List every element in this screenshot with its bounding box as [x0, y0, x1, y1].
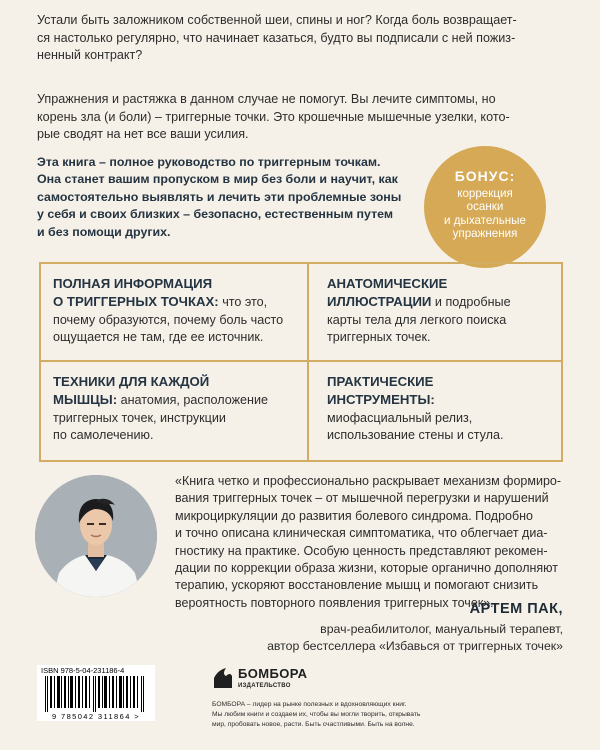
slogan-line: мир, пробовать новое, расти. Быть счастливыми. Быть на волне.: [212, 720, 415, 728]
publisher-logo: [212, 662, 322, 692]
feature-title: О ТРИГГЕРНЫХ ТОЧКАХ:: [53, 294, 219, 310]
text-line: Она станет вашим пропуском в мир без боли и научит, как: [37, 172, 398, 187]
feature-text: ощущается не там, где ее источник.: [53, 330, 264, 345]
text-line: осанки: [466, 200, 504, 214]
bonus-text: [432, 187, 538, 241]
publisher-name: БОМБОРА: [238, 666, 308, 681]
wave-logo-icon: [212, 664, 234, 690]
review-author: АРТЕМ ПАК,: [469, 601, 563, 617]
text-line: и без помощи других.: [37, 224, 171, 239]
text-line: рые сводят на нет все ваши усилия.: [37, 127, 249, 142]
quote-line: гностику на практике. Особую ценность представляют рекомен-: [175, 543, 548, 558]
barcode-bars-icon: [45, 676, 147, 712]
feature-text: миофасциальный релиз,: [327, 410, 473, 425]
intro-paragraph-1: [37, 12, 517, 65]
quote-line: дации по коррекции образа жизни, которые органично дополняют: [175, 561, 558, 576]
feature-text: почему образуются, почему боль часто: [53, 312, 284, 327]
review-author-credit: автор бестселлера «Избавься от триггерных точек»: [267, 639, 563, 653]
feature-text: триггерных точек, инструкции: [53, 410, 226, 425]
barcode: [37, 665, 155, 721]
feature-text: триггерных точек.: [327, 330, 431, 345]
text-line: Упражнения и растяжка в данном случае не помогут. Вы лечите симптомы, но: [37, 92, 496, 106]
review-author-role: врач-реабилитолог, мануальный терапевт,: [320, 622, 563, 636]
feature-techniques: [53, 373, 305, 445]
feature-text: анатомия, расположение: [117, 393, 269, 408]
feature-text: по самолечению.: [53, 428, 154, 443]
quote-line: вания триггерных точек – от мышечной перегрузки и нарушений: [175, 491, 549, 506]
feature-title: ТЕХНИКИ ДЛЯ КАЖДОЙ: [53, 374, 210, 389]
feature-title: ИНСТРУМЕНТЫ:: [327, 392, 435, 408]
feature-text: и подробные: [431, 295, 511, 310]
divider: [39, 360, 563, 362]
intro-paragraph-2: [37, 91, 510, 144]
text-line: Эта книга – полное руководство по триггерным точкам.: [37, 155, 381, 169]
feature-title: ПРАКТИЧЕСКИЕ: [327, 374, 434, 389]
divider: [39, 460, 563, 462]
quote-line: микроциркуляции до развития болевого синдрома. Подробно: [175, 508, 534, 523]
feature-text: использование стены и стула.: [327, 428, 504, 443]
text-line: и дыхательные: [444, 213, 526, 227]
quote-line: вероятность повторного появления триггерных точек».: [175, 595, 494, 610]
lead-paragraph: [37, 154, 401, 241]
text-line: у себя и своих близких – безопасно, естественным путем: [37, 207, 394, 222]
text-line: ненный контракт?: [37, 48, 143, 63]
isbn-text: ISBN 978-5-04-231186-4: [41, 666, 125, 675]
feature-text: карты тела для легкого поиска: [327, 312, 507, 327]
feature-illustrations: [327, 275, 557, 347]
feature-text: что это,: [218, 295, 268, 310]
divider: [561, 262, 563, 462]
feature-tools: [327, 373, 557, 445]
publisher-slogan: [212, 700, 452, 729]
quote-line: «Книга четко и профессионально раскрывает механизм формиро-: [175, 474, 562, 488]
features-panel: [39, 262, 563, 462]
bonus-title: БОНУС:: [454, 168, 516, 184]
slogan-line: Мы любим книги и создаем их, чтобы вы могли творить, открывать: [212, 710, 421, 718]
feature-title: ИЛЛЮСТРАЦИИ: [327, 294, 432, 310]
review-quote: [175, 473, 563, 612]
barcode-number: 9 785042 311864 >: [51, 712, 141, 721]
quote-line: терапию, ускоряют восстановление мышц и помогают снизить: [175, 578, 539, 593]
author-photo: [35, 475, 157, 597]
text-line: Устали быть заложником собственной шеи, спины и ног? Когда боль возвращает-: [37, 13, 517, 27]
text-line: упражнения: [452, 227, 518, 241]
feature-full-info: [53, 275, 305, 347]
feature-title: МЫШЦЫ:: [53, 392, 118, 408]
bonus-badge: [424, 146, 546, 268]
text-line: ся настолько регулярно, что начинает казаться, будто вы подписали с ней пожиз-: [37, 30, 516, 45]
divider: [39, 262, 41, 462]
person-illustration: [35, 475, 157, 597]
divider: [307, 262, 309, 462]
text-line: самостоятельно выявлять и лечить эти проблемные зоны: [37, 189, 402, 204]
slogan-line: БОМБОРА – лидер на рынке полезных и вдохновляющих книг.: [212, 701, 407, 708]
text-line: коррекция: [457, 187, 513, 200]
publisher-subtitle: ИЗДАТЕЛЬСТВО: [238, 683, 291, 689]
feature-title: ПОЛНАЯ ИНФОРМАЦИЯ: [53, 276, 213, 291]
quote-line: и точно описана клиническая симптоматика, что облегчает диа-: [175, 526, 548, 541]
feature-title: АНАТОМИЧЕСКИЕ: [327, 276, 448, 291]
divider: [39, 262, 563, 264]
text-line: корень зла (и боли) – триггерные точки. Это крошечные мышечные узелки, кото-: [37, 109, 510, 124]
